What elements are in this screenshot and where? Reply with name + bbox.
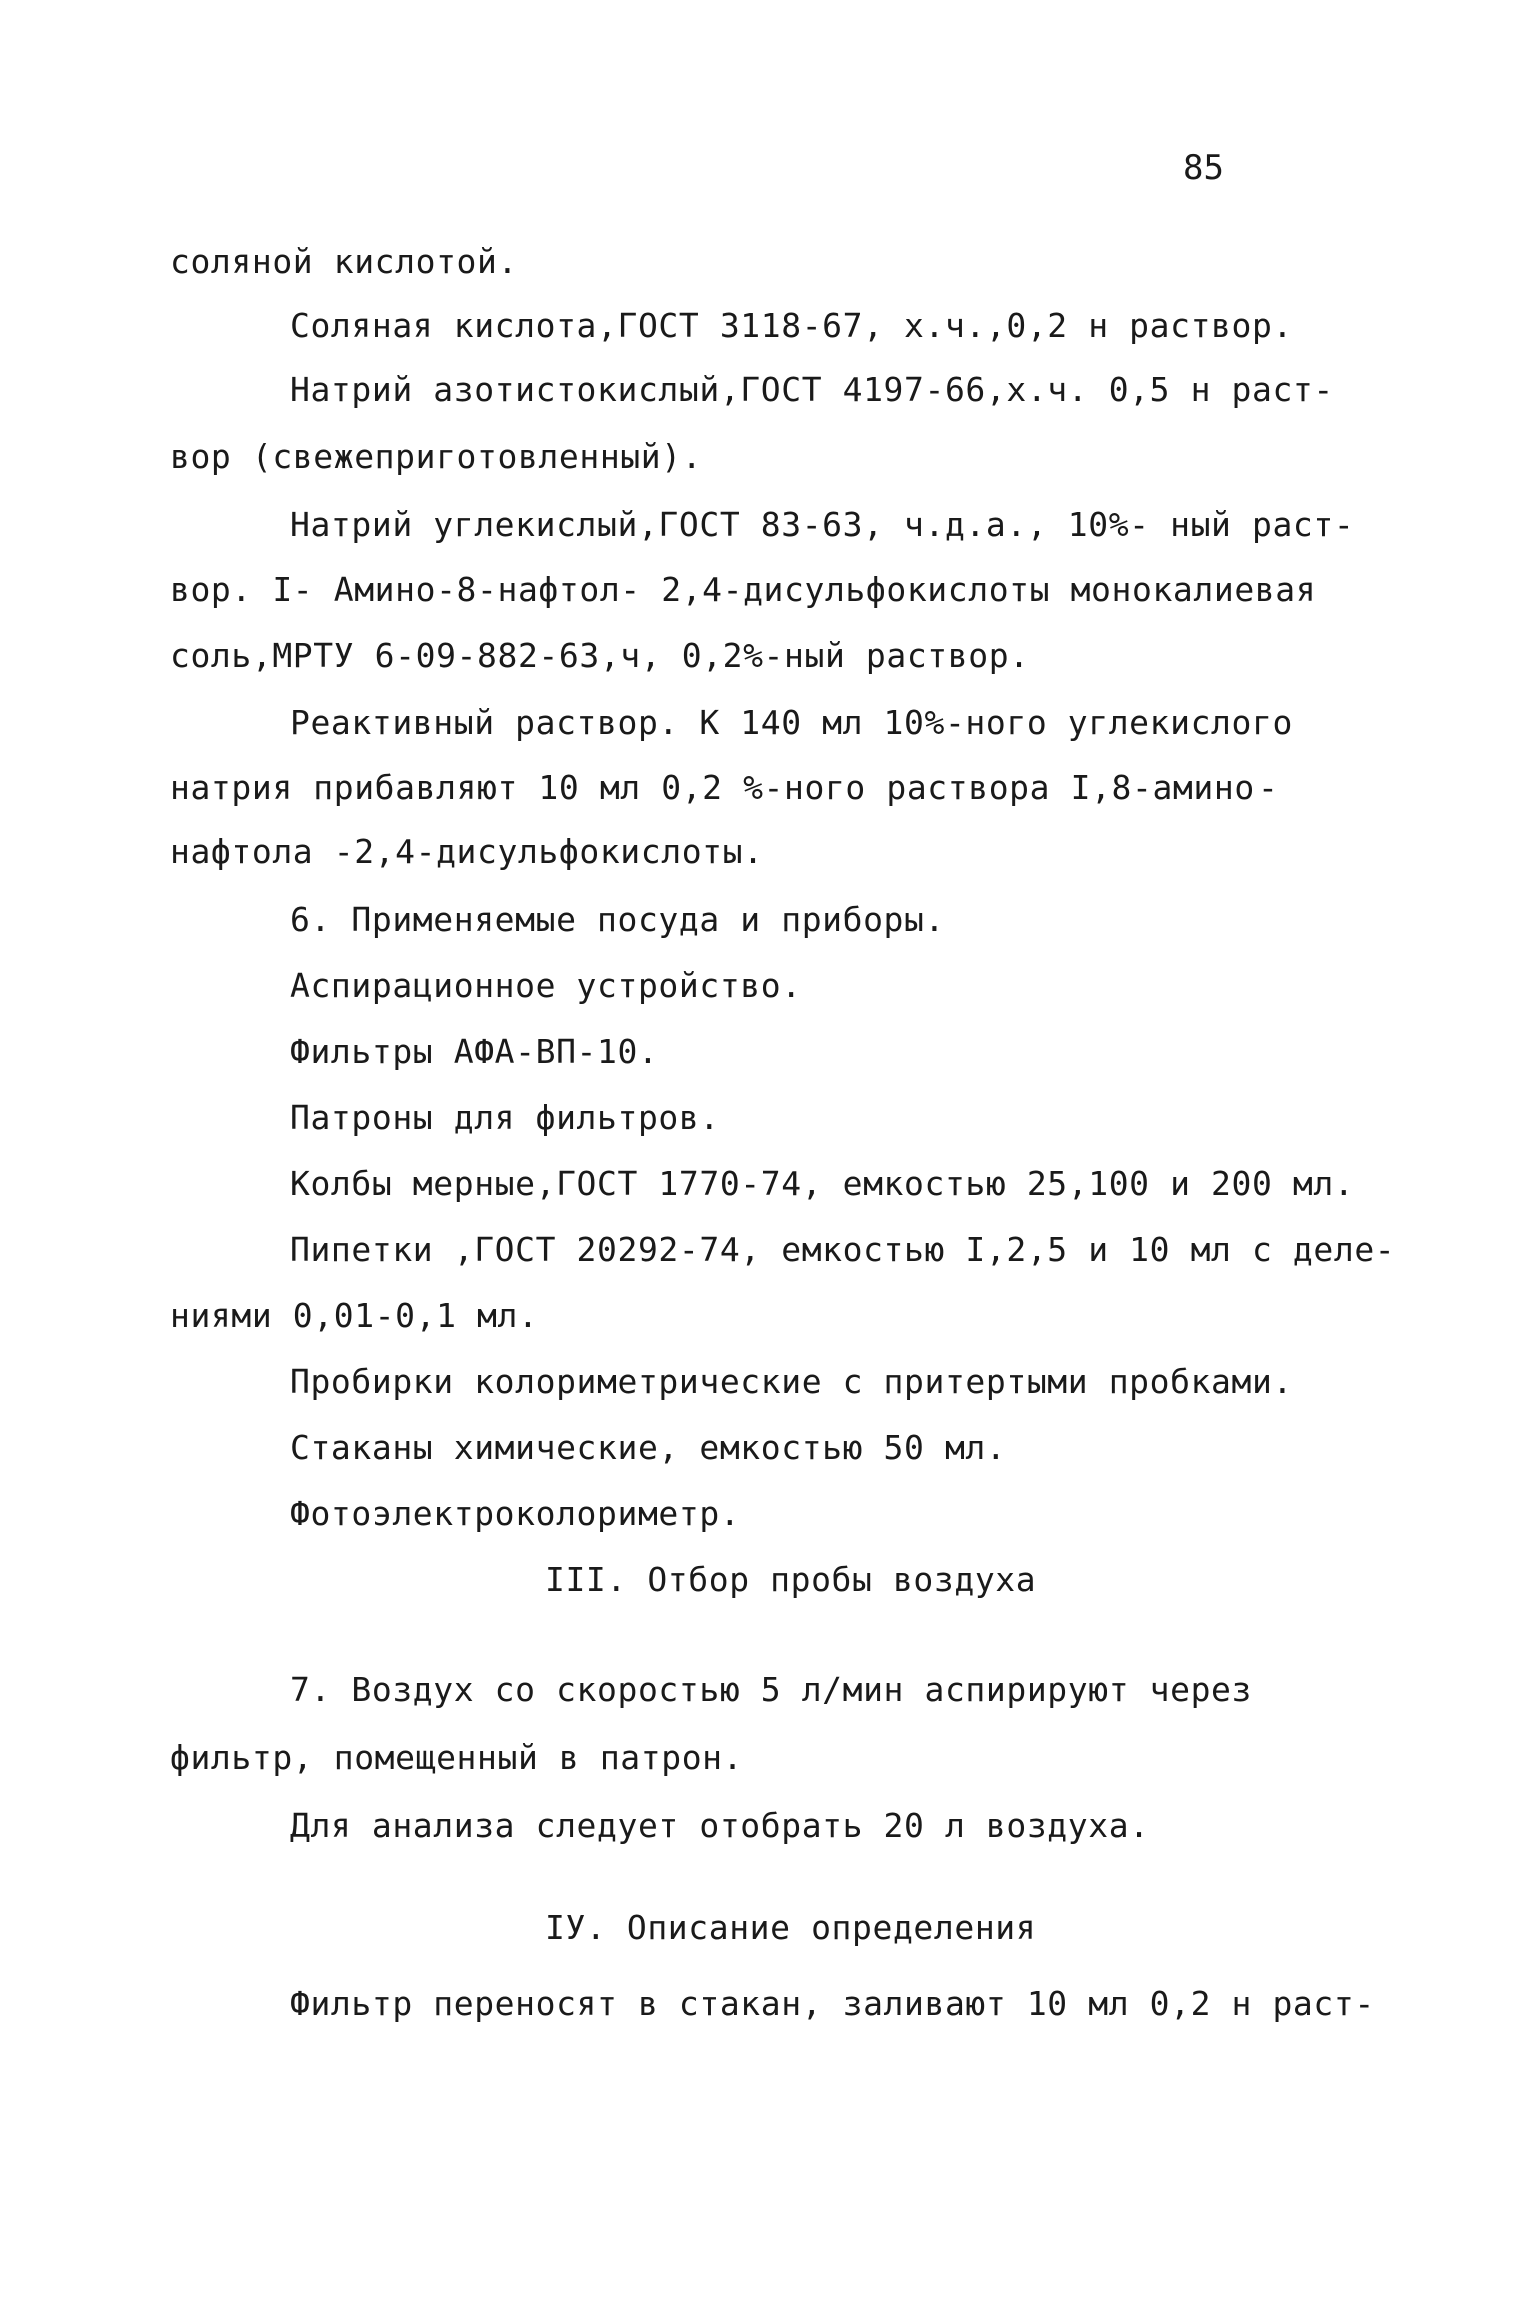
text-line: фильтр, помещенный в патрон.	[170, 1738, 744, 1777]
section-heading: IУ. Описание определения	[545, 1908, 1037, 1947]
text-line: Колбы мерные,ГОСТ 1770-74, емкостью 25,100 и 200 мл.	[290, 1164, 1355, 1203]
text-line: -	[1258, 768, 1279, 807]
text-line: Стаканы химические, емкостью 50 мл.	[290, 1428, 1007, 1467]
section-heading: 6. Применяемые посуда и приборы.	[290, 900, 945, 939]
text-line: нафтола -2,4-дисульфокислоты.	[170, 832, 764, 871]
text-line: натрия прибавляют 10 мл 0,2 %-ного раствора I,8-амино	[170, 768, 1255, 807]
text-line: соль,МРТУ 6-09-882-63,ч, 0,2%-ный раствор.	[170, 636, 1030, 675]
text-line: Соляная кислота,ГОСТ 3118-67, х.ч.,0,2 н раствор.	[290, 306, 1293, 345]
text-line: Фотоэлектроколориметр.	[290, 1494, 741, 1533]
page-number: 85	[1183, 148, 1224, 188]
text-line: Фильтры АФА-ВП-10.	[290, 1032, 659, 1071]
text-line: Фильтр переносят в стакан, заливают 10 мл 0,2 н раст-	[290, 1984, 1375, 2023]
text-line: Реактивный раствор. К 140 мл 10%-ного углекислого	[290, 703, 1293, 742]
text-line: Натрий углекислый,ГОСТ 83-63, ч.д.а., 10%- ный раст-	[290, 505, 1355, 544]
text-line: Пробирки колориметрические с притертыми пробками.	[290, 1362, 1293, 1401]
text-line: Патроны для фильтров.	[290, 1098, 720, 1137]
text-line: вор. I- Амино-8-нафтол- 2,4-дисульфокислоты монокалиевая	[170, 570, 1317, 609]
text-line: Аспирационное устройство.	[290, 966, 802, 1005]
section-heading: III. Отбор пробы воздуха	[545, 1560, 1037, 1599]
text-line: Для анализа следует отобрать 20 л воздуха.	[290, 1806, 1150, 1845]
text-line: Пипетки ,ГОСТ 20292-74, емкостью I,2,5 и 10 мл с деле-	[290, 1230, 1396, 1269]
text-line: вор (свежеприготовленный).	[170, 437, 703, 476]
text-line: Натрий азотистокислый,ГОСТ 4197-66,х.ч. 0,5 н раст-	[290, 370, 1334, 409]
text-line: 7. Воздух со скоростью 5 л/мин аспирируют через	[290, 1670, 1252, 1709]
text-line: ниями 0,01-0,1 мл.	[170, 1296, 539, 1335]
text-line: соляной кислотой.	[170, 242, 518, 281]
